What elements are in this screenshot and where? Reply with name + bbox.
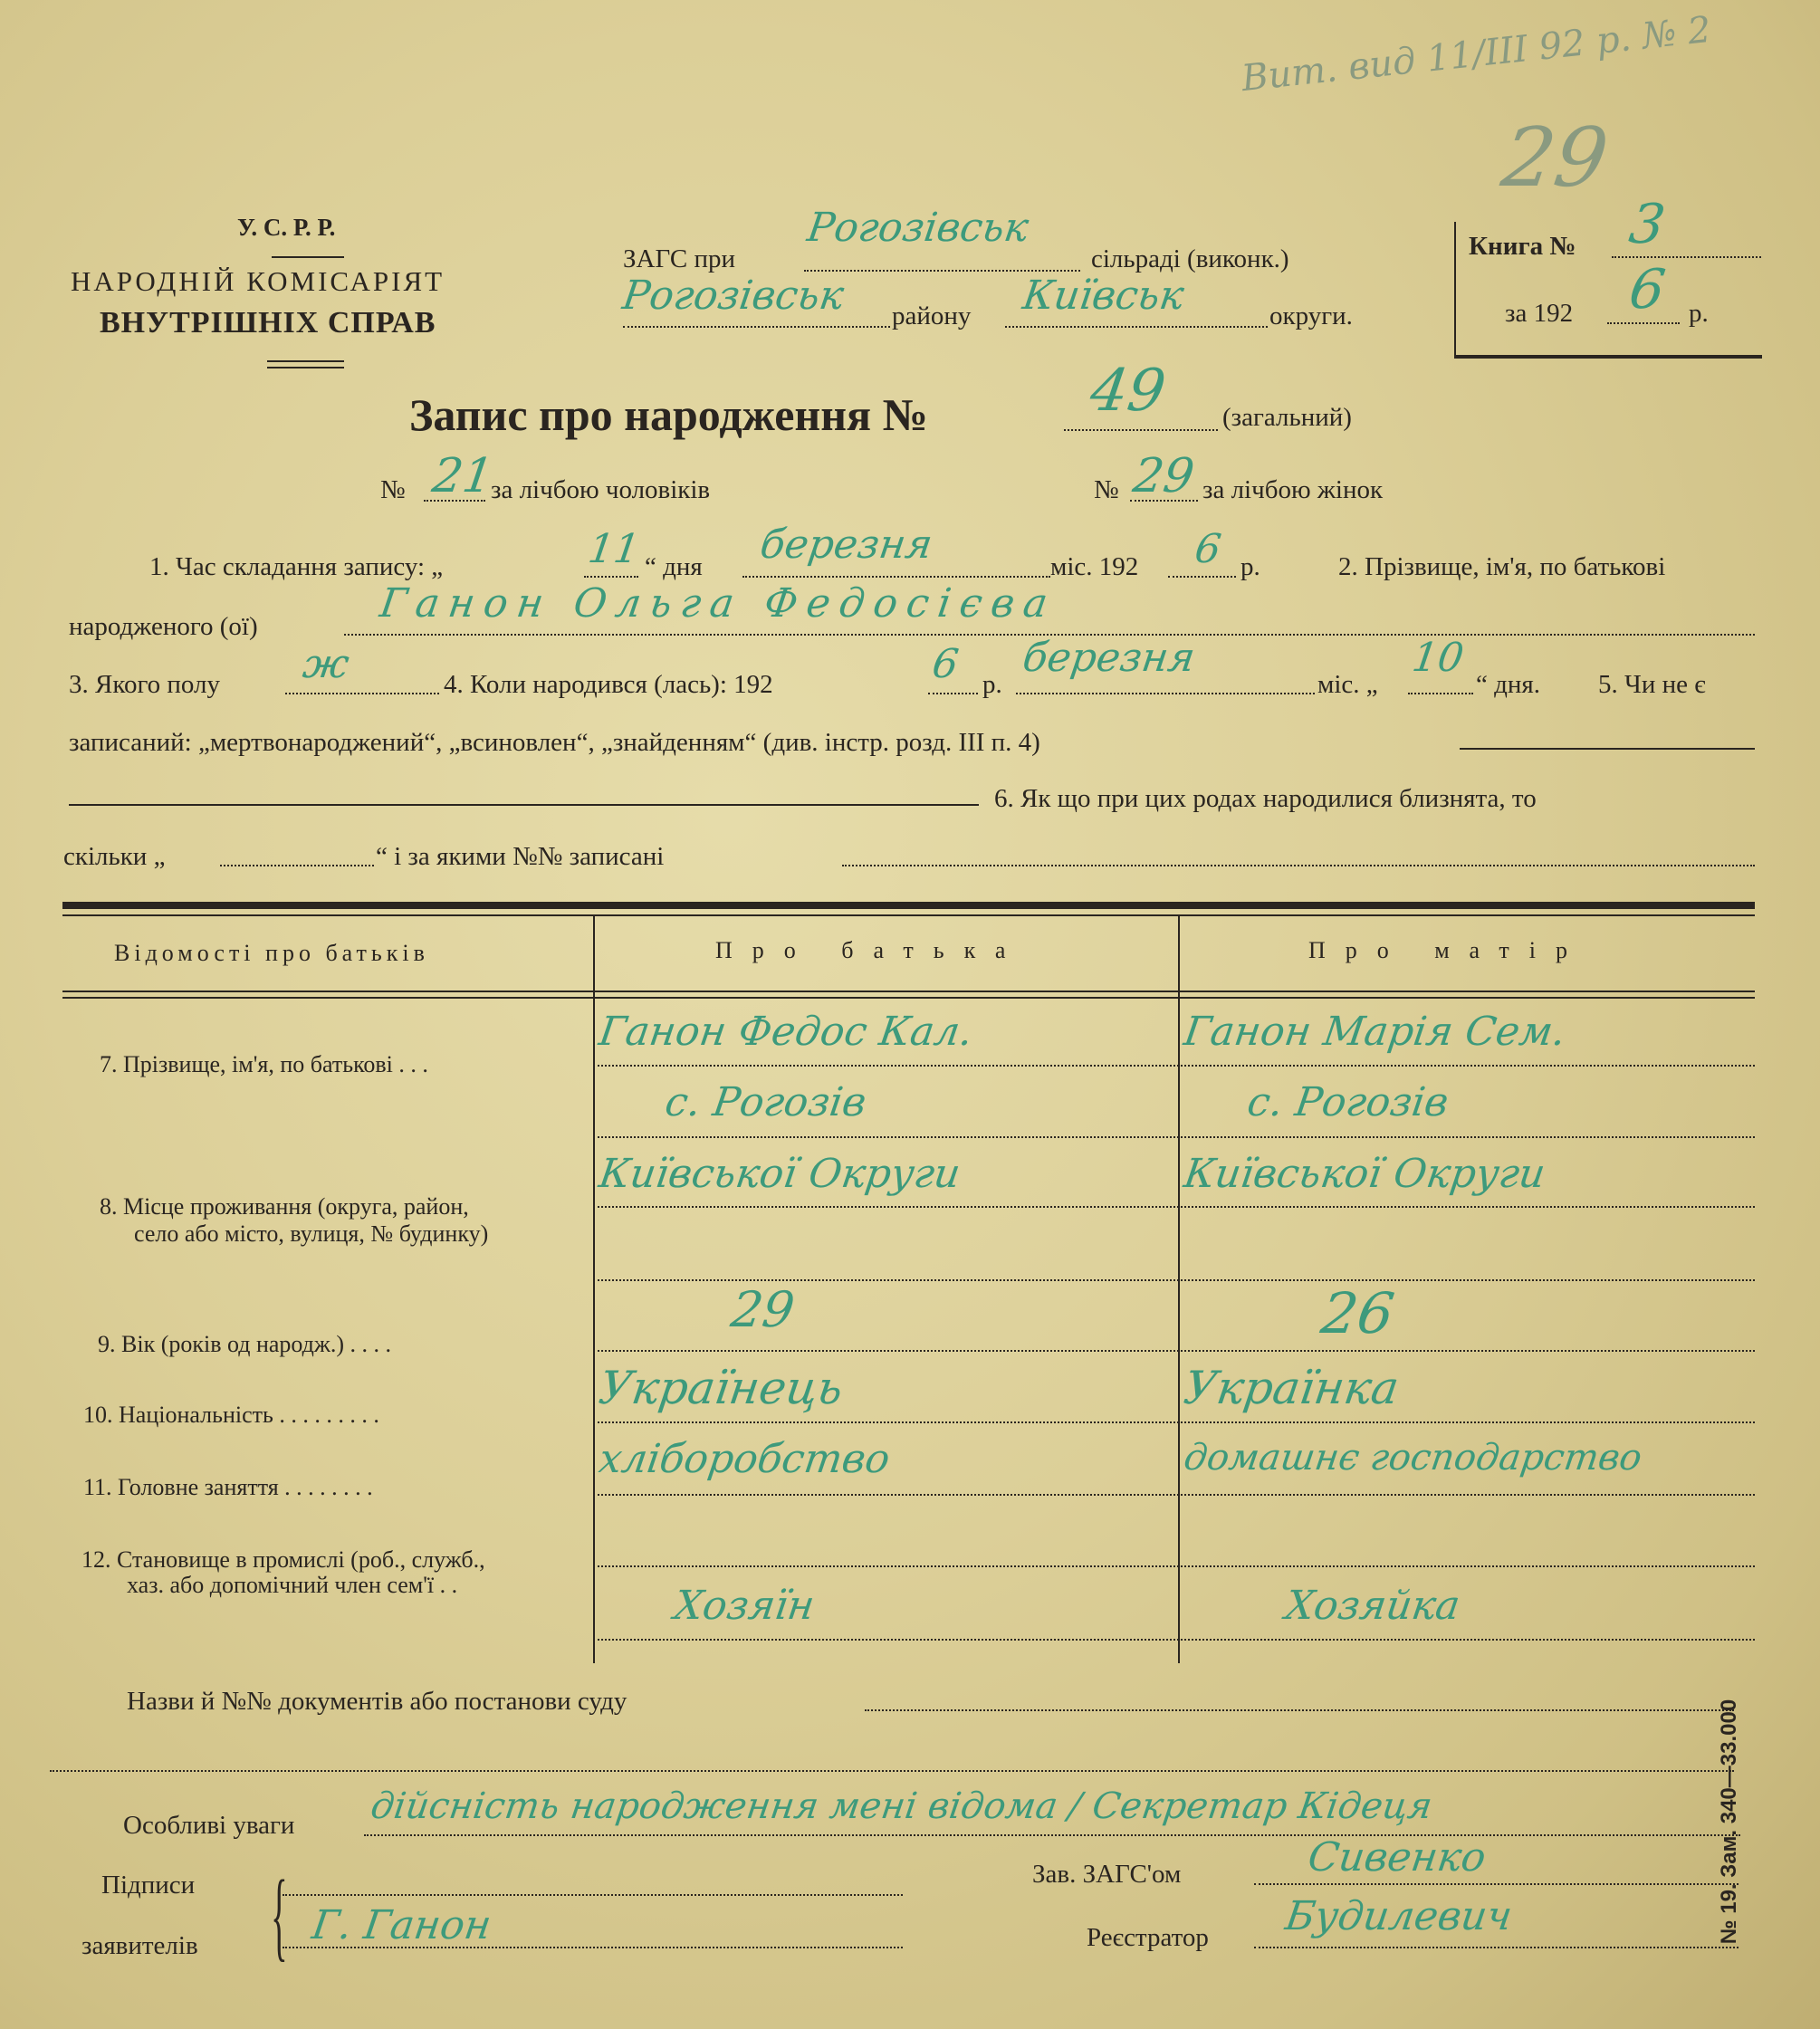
book-year-line <box>1607 322 1680 324</box>
table-top-rule <box>62 914 1755 916</box>
registrar-signature: Будилевич <box>1282 1893 1516 1939</box>
table-top-rule <box>62 902 1755 909</box>
f5-label2: записаний: „мертвонароджений“, „всиновлен“, „знайденням“ (див. інстр. розд. III п. 4) <box>69 728 1040 757</box>
row-line <box>598 1065 1755 1067</box>
archival-number: 29 <box>1496 110 1614 206</box>
f1-year: 6 <box>1192 526 1224 572</box>
republic-label: У. С. Р. Р. <box>237 214 336 241</box>
women-no-label: № <box>1094 475 1119 504</box>
brace-symbol: { <box>271 1860 288 1970</box>
row-line <box>598 1494 1755 1496</box>
village-suffix: сільраді (виконк.) <box>1091 244 1289 273</box>
documents-line <box>865 1709 1734 1711</box>
father-occupation: хліборобство <box>596 1436 893 1482</box>
f2-value: Ганон Ольга Федосієва <box>377 580 1060 627</box>
table-header-rule <box>62 991 1755 992</box>
f4-r: р. <box>982 670 1002 699</box>
f2-label2: народженого (ої) <box>69 612 258 641</box>
row-line <box>598 1206 1755 1208</box>
f4-label: 4. Коли народився (лась): 192 <box>444 670 773 699</box>
men-count-label: за лічбою чоловіків <box>491 475 711 504</box>
f4-month-line <box>1016 693 1315 694</box>
zags-prefix: ЗАГС при <box>623 244 735 273</box>
row-label-2: село або місто, вулиця, № будинку) <box>134 1220 489 1247</box>
father-residence: с. Рогозів <box>662 1079 869 1125</box>
f1-year-label: міс. 192 <box>1050 552 1139 581</box>
divider <box>267 367 344 368</box>
f1-label: 1. Час складання запису: „ <box>149 552 444 581</box>
applicant-signature: Г. Ганон <box>309 1902 494 1948</box>
signature-line <box>283 1894 903 1896</box>
father-name: Ганон Федос Кал. <box>596 1009 976 1055</box>
f3-value: ж <box>300 641 352 687</box>
book-value: 3 <box>1625 193 1670 256</box>
row-label-2: хаз. або допомічний член сем'ї . . <box>127 1572 458 1598</box>
column-divider <box>593 916 595 1663</box>
book-year-label: за 192 <box>1505 299 1574 328</box>
table-header-rule <box>62 997 1755 999</box>
okrug-value: Київськ <box>1020 273 1187 319</box>
mother-nationality: Українка <box>1180 1362 1403 1414</box>
women-count: 29 <box>1129 449 1198 503</box>
mother-position: Хозяйка <box>1282 1583 1463 1629</box>
row-line <box>598 1421 1755 1423</box>
row-label: 8. Місце проживання (округа, район, <box>100 1193 469 1220</box>
ministry-line2: ВНУТРІШНІХ СПРАВ <box>100 306 436 340</box>
f1-year-line <box>1168 576 1236 578</box>
table-header-info: Відомості про батьків <box>114 940 429 966</box>
mother-residence-2: Київської Округи <box>1181 1151 1548 1197</box>
f1-day: 11 <box>585 526 643 572</box>
f6-label: 6. Як що при цих родах народилися близнята, то <box>994 784 1537 813</box>
book-year-suffix: р. <box>1689 299 1709 328</box>
f1-day-line <box>584 576 638 578</box>
row-line <box>598 1639 1755 1641</box>
book-box-border <box>1454 355 1762 359</box>
district-label: району <box>892 301 972 330</box>
district-field-line <box>623 326 890 328</box>
row-label: 12. Становище в промислі (роб., служб., <box>81 1546 485 1573</box>
district-value: Рогозівськ <box>619 273 848 319</box>
signatures-label-2: заявителів <box>81 1931 198 1960</box>
row-line <box>598 1136 1755 1138</box>
f3-label: 3. Якого полу <box>69 670 220 699</box>
men-no-label: № <box>380 475 406 504</box>
f3-line <box>285 693 439 694</box>
mother-name: Ганон Марія Сем. <box>1181 1009 1569 1055</box>
f6-label3: “ і за якими №№ записані <box>376 842 665 871</box>
father-position: Хозяїн <box>671 1583 818 1629</box>
row-label: 7. Прізвище, ім'я, по батькові . . . <box>100 1051 428 1077</box>
f4-day-line <box>1408 693 1473 694</box>
father-residence-2: Київської Округи <box>596 1151 963 1197</box>
father-age: 29 <box>727 1281 799 1338</box>
head-signature-line <box>1254 1883 1739 1885</box>
remarks-value: дійсність народження мені відома / Секретар Кідеця <box>368 1785 1435 1827</box>
f4-mis: міс. „ <box>1317 670 1378 699</box>
remarks-label: Особливі уваги <box>123 1811 295 1840</box>
record-number-suffix: (загальний) <box>1222 403 1352 432</box>
f1-month: березня <box>757 522 935 568</box>
f1-mid: “ дня <box>645 552 703 581</box>
remarks-line <box>364 1834 1740 1836</box>
f4-year-line <box>928 693 978 694</box>
page-title: Запис про народження № <box>409 389 928 440</box>
f6-label2: скільки „ <box>63 842 166 871</box>
mother-occupation: домашнє господарство <box>1181 1437 1645 1479</box>
documents-line-2 <box>50 1770 1734 1772</box>
column-divider <box>1178 916 1180 1663</box>
book-label: Книга № <box>1469 232 1576 261</box>
row-label: 9. Вік (років од народж.) . . . . <box>98 1331 392 1357</box>
f2-label: 2. Прізвище, ім'я, по батькові <box>1338 552 1666 581</box>
head-signature: Сивенко <box>1305 1834 1490 1881</box>
f6-numbers-line <box>842 865 1755 866</box>
table-header-father: Про батька <box>715 937 1026 963</box>
f1-r: р. <box>1240 552 1260 581</box>
f4-day-label: “ дня. <box>1476 670 1540 699</box>
divider <box>267 360 344 362</box>
village-field-line <box>804 270 1080 272</box>
mother-age: 26 <box>1317 1280 1399 1346</box>
mother-residence: с. Рогозів <box>1244 1079 1451 1125</box>
okrug-field-line <box>1005 326 1268 328</box>
row-line <box>598 1350 1755 1352</box>
registrar-label: Реєстратор <box>1087 1923 1209 1952</box>
documents-label: Назви й №№ документів або постанови суду <box>127 1687 627 1716</box>
father-nationality: Українець <box>595 1362 847 1414</box>
row-line <box>598 1565 1755 1567</box>
okrug-label: округи. <box>1269 301 1353 330</box>
archival-note: Вит. вид 11/ІІІ 92 р. № 2 <box>1240 8 1713 100</box>
table-header-mother: Про матір <box>1308 937 1588 963</box>
village-value: Рогозівськ <box>804 205 1032 251</box>
row-label: 11. Головне заняття . . . . . . . . <box>83 1474 373 1500</box>
f1-month-line <box>742 576 1050 578</box>
record-number: 49 <box>1086 358 1170 425</box>
registrar-signature-line <box>1254 1947 1739 1948</box>
head-label: Зав. ЗАГС'ом <box>1032 1860 1182 1889</box>
women-count-label: за лічбою жінок <box>1202 475 1384 504</box>
f5-line <box>1460 748 1755 750</box>
f5-line2 <box>69 804 979 806</box>
row-label: 10. Національність . . . . . . . . . <box>83 1402 379 1428</box>
signatures-label: Підписи <box>101 1871 196 1900</box>
ministry-line1: НАРОДНІЙ КОМІСАРІЯТ <box>71 265 445 297</box>
f4-month: березня <box>1020 635 1198 681</box>
f5-label: 5. Чи не є <box>1598 670 1706 699</box>
divider <box>272 256 344 258</box>
f6-count-line <box>220 865 374 866</box>
f4-day: 10 <box>1409 635 1467 681</box>
print-mark: № 19. Зам. 340—33.000 <box>1717 1699 1742 1945</box>
f4-year: 6 <box>929 641 962 687</box>
book-box-border <box>1454 222 1456 358</box>
record-number-line <box>1064 429 1218 431</box>
men-count: 21 <box>428 449 497 503</box>
book-year-value: 6 <box>1625 258 1670 321</box>
